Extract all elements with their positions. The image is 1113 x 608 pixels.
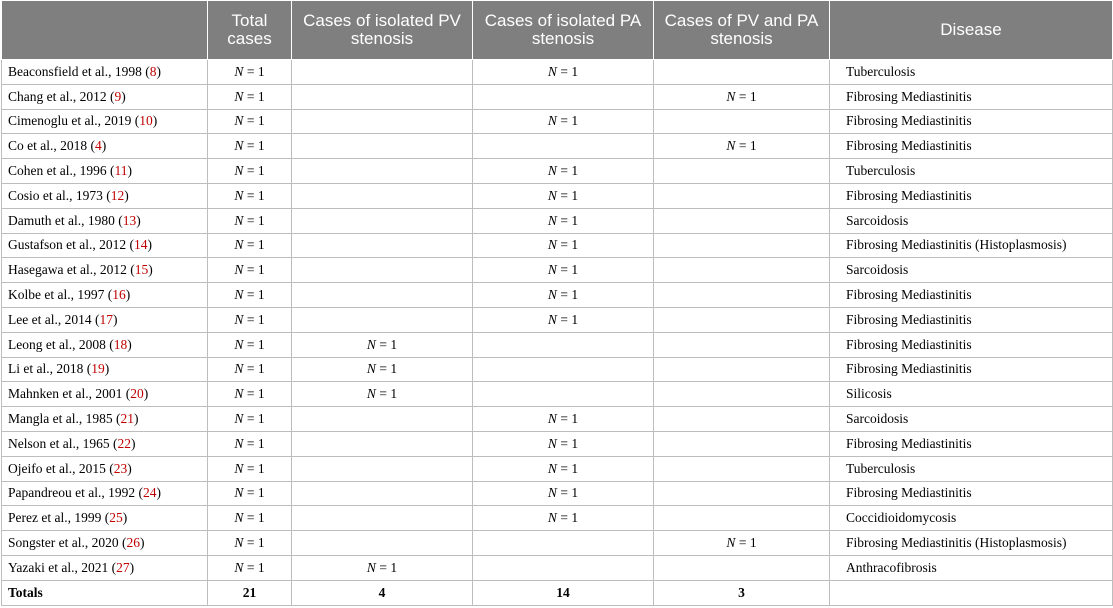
n-symbol: N xyxy=(726,138,736,154)
study-cell: Kolbe et al., 1997 (16) xyxy=(2,283,208,308)
study-cell: Hasegawa et al., 2012 (15) xyxy=(2,258,208,283)
count-value: 1 xyxy=(571,435,579,451)
isolated-pv-cell xyxy=(292,407,473,432)
count-value: 1 xyxy=(571,460,579,476)
study-cell: Damuth et al., 1980 (13) xyxy=(2,208,208,233)
isolated-pa-cell: N = 1 xyxy=(473,307,654,332)
isolated-pv-cell xyxy=(292,456,473,481)
count-value: 1 xyxy=(257,460,265,476)
pv-and-pa-cell xyxy=(654,357,830,382)
study-author: Beaconsfield et al., 1998 xyxy=(8,63,142,79)
count-value: 1 xyxy=(257,63,265,79)
isolated-pa-cell xyxy=(473,357,654,382)
count-value: 1 xyxy=(257,435,265,451)
isolated-pv-cell xyxy=(292,431,473,456)
isolated-pa-cell: N = 1 xyxy=(473,258,654,283)
study-author: Ojeifo et al., 2015 xyxy=(8,460,106,476)
n-symbol: N xyxy=(366,386,376,402)
reference-link[interactable]: 12 xyxy=(110,187,125,203)
disease-cell: Sarcoidosis xyxy=(830,258,1113,283)
totals-row xyxy=(2,580,1113,605)
table-row xyxy=(2,332,1113,357)
pv-and-pa-cell xyxy=(654,506,830,531)
count-value: 1 xyxy=(257,386,265,402)
table-body xyxy=(2,60,1113,606)
study-author: Mahnken et al., 2001 xyxy=(8,386,123,402)
disease-cell: Tuberculosis xyxy=(830,60,1113,85)
total-cases-cell: N = 1 xyxy=(208,431,292,456)
n-symbol: N xyxy=(547,63,557,79)
study-cell: Mangla et al., 1985 (21) xyxy=(2,407,208,432)
disease-cell: Fibrosing Mediastinitis (Histoplasmosis) xyxy=(830,233,1113,258)
disease-cell: Fibrosing Mediastinitis xyxy=(830,431,1113,456)
pv-and-pa-cell xyxy=(654,60,830,85)
count-value: 1 xyxy=(257,535,265,551)
reference-link[interactable]: 21 xyxy=(120,411,134,427)
disease-cell: Fibrosing Mediastinitis xyxy=(830,109,1113,134)
count-value: 1 xyxy=(749,138,757,154)
isolated-pv-cell xyxy=(292,233,473,258)
n-symbol: N xyxy=(234,187,244,203)
disease-cell: Fibrosing Mediastinitis (Histoplasmosis) xyxy=(830,531,1113,556)
table-row xyxy=(2,84,1113,109)
n-symbol: N xyxy=(547,187,557,203)
total-cases-cell: N = 1 xyxy=(208,332,292,357)
isolated-pa-cell xyxy=(473,531,654,556)
pv-and-pa-cell xyxy=(654,481,830,506)
isolated-pv-cell: N = 1 xyxy=(292,382,473,407)
pv-and-pa-cell: N = 1 xyxy=(654,531,830,556)
isolated-pa-cell xyxy=(473,84,654,109)
n-symbol: N xyxy=(234,535,244,551)
table-row xyxy=(2,208,1113,233)
reference-link[interactable]: 24 xyxy=(142,485,157,501)
isolated-pa-cell: N = 1 xyxy=(473,506,654,531)
n-symbol: N xyxy=(366,559,376,575)
pv-and-pa-cell xyxy=(654,332,830,357)
isolated-pa-cell: N = 1 xyxy=(473,60,654,85)
total-cases-cell: N = 1 xyxy=(208,407,292,432)
reference-link[interactable]: 20 xyxy=(130,386,144,402)
study-cell: Nelson et al., 1965 (22) xyxy=(2,431,208,456)
study-cell: Cosio et al., 1973 (12) xyxy=(2,183,208,208)
n-symbol: N xyxy=(234,237,244,253)
total-cases-cell: N = 1 xyxy=(208,60,292,85)
reference-link[interactable]: 11 xyxy=(114,163,128,179)
n-symbol: N xyxy=(234,262,244,278)
table-row xyxy=(2,258,1113,283)
reference-link[interactable]: 18 xyxy=(113,336,128,352)
totals-disease xyxy=(830,580,1113,605)
reference-link[interactable]: 8 xyxy=(149,63,157,79)
study-author: Damuth et al., 1980 xyxy=(8,212,115,228)
count-value: 1 xyxy=(257,113,265,129)
study-cell: Leong et al., 2008 (18) xyxy=(2,332,208,357)
table-row xyxy=(2,307,1113,332)
isolated-pv-cell: N = 1 xyxy=(292,357,473,382)
reference-link[interactable]: 22 xyxy=(117,435,131,451)
n-symbol: N xyxy=(234,559,244,575)
n-symbol: N xyxy=(547,435,557,451)
study-cell: Mahnken et al., 2001 (20) xyxy=(2,382,208,407)
study-cell: Gustafson et al., 2012 (14) xyxy=(2,233,208,258)
count-value: 1 xyxy=(571,411,579,427)
reference-link[interactable]: 15 xyxy=(134,262,149,278)
isolated-pv-cell xyxy=(292,84,473,109)
disease-cell: Fibrosing Mediastinitis xyxy=(830,307,1113,332)
study-author: Perez et al., 1999 xyxy=(8,510,102,526)
total-cases-cell: N = 1 xyxy=(208,183,292,208)
header-row xyxy=(2,1,1113,60)
isolated-pa-cell xyxy=(473,555,654,580)
table-row xyxy=(2,60,1113,85)
reference-link[interactable]: 23 xyxy=(113,460,128,476)
n-symbol: N xyxy=(547,311,557,327)
disease-cell: Coccidioidomycosis xyxy=(830,506,1113,531)
study-cell: Cohen et al., 1996 (11) xyxy=(2,159,208,184)
n-symbol: N xyxy=(234,460,244,476)
reference-link[interactable]: 17 xyxy=(99,311,113,327)
isolated-pa-cell: N = 1 xyxy=(473,208,654,233)
count-value: 1 xyxy=(257,187,265,203)
count-value: 1 xyxy=(257,237,265,253)
table-row xyxy=(2,134,1113,159)
n-symbol: N xyxy=(547,460,557,476)
count-value: 1 xyxy=(571,485,579,501)
total-cases-cell: N = 1 xyxy=(208,109,292,134)
reference-link[interactable]: 25 xyxy=(109,510,123,526)
table-row xyxy=(2,456,1113,481)
study-author: Nelson et al., 1965 xyxy=(8,435,110,451)
reference-link[interactable]: 19 xyxy=(91,361,105,377)
isolated-pv-cell xyxy=(292,283,473,308)
count-value: 1 xyxy=(257,510,265,526)
totals-total: 21 xyxy=(208,580,292,605)
n-symbol: N xyxy=(234,435,244,451)
n-symbol: N xyxy=(547,163,557,179)
disease-cell: Fibrosing Mediastinitis xyxy=(830,481,1113,506)
count-value: 1 xyxy=(571,212,579,228)
total-cases-cell: N = 1 xyxy=(208,84,292,109)
reference-link[interactable]: 13 xyxy=(122,212,137,228)
n-symbol: N xyxy=(366,336,376,352)
table-row xyxy=(2,233,1113,258)
isolated-pa-cell: N = 1 xyxy=(473,407,654,432)
total-cases-cell: N = 1 xyxy=(208,159,292,184)
isolated-pa-cell xyxy=(473,134,654,159)
disease-cell: Sarcoidosis xyxy=(830,407,1113,432)
reference-link[interactable]: 9 xyxy=(114,88,122,104)
pv-and-pa-cell xyxy=(654,159,830,184)
n-symbol: N xyxy=(547,411,557,427)
n-symbol: N xyxy=(547,262,557,278)
n-symbol: N xyxy=(234,138,244,154)
count-value: 1 xyxy=(390,559,398,575)
pv-and-pa-cell xyxy=(654,109,830,134)
disease-cell: Tuberculosis xyxy=(830,456,1113,481)
n-symbol: N xyxy=(234,336,244,352)
total-cases-cell: N = 1 xyxy=(208,506,292,531)
study-author: Gustafson et al., 2012 xyxy=(8,237,127,253)
reference-link[interactable]: 26 xyxy=(126,535,140,551)
total-cases-cell: N = 1 xyxy=(208,481,292,506)
study-author: Cimenoglu et al., 2019 xyxy=(8,113,132,129)
study-cell: Songster et al., 2020 (26) xyxy=(2,531,208,556)
pv-and-pa-cell xyxy=(654,431,830,456)
study-cell: Ojeifo et al., 2015 (23) xyxy=(2,456,208,481)
reference-link[interactable]: 10 xyxy=(139,113,153,129)
header-isolated-pv: Cases of isolated PV stenosis xyxy=(292,1,473,60)
isolated-pv-cell xyxy=(292,109,473,134)
total-cases-cell: N = 1 xyxy=(208,456,292,481)
disease-cell: Fibrosing Mediastinitis xyxy=(830,84,1113,109)
table-row xyxy=(2,506,1113,531)
isolated-pv-cell xyxy=(292,506,473,531)
case-summary-table xyxy=(1,0,1113,606)
n-symbol: N xyxy=(234,88,244,104)
totals-both: 3 xyxy=(654,580,830,605)
table-row xyxy=(2,382,1113,407)
study-cell: Li et al., 2018 (19) xyxy=(2,357,208,382)
n-symbol: N xyxy=(234,113,244,129)
count-value: 1 xyxy=(257,212,265,228)
total-cases-cell: N = 1 xyxy=(208,531,292,556)
total-cases-cell: N = 1 xyxy=(208,258,292,283)
study-cell: Lee et al., 2014 (17) xyxy=(2,307,208,332)
study-author: Li et al., 2018 xyxy=(8,361,84,377)
isolated-pv-cell xyxy=(292,159,473,184)
disease-cell: Fibrosing Mediastinitis xyxy=(830,357,1113,382)
count-value: 1 xyxy=(257,336,265,352)
pv-and-pa-cell xyxy=(654,233,830,258)
isolated-pa-cell: N = 1 xyxy=(473,431,654,456)
count-value: 1 xyxy=(571,187,579,203)
total-cases-cell: N = 1 xyxy=(208,233,292,258)
isolated-pa-cell: N = 1 xyxy=(473,456,654,481)
header-disease: Disease xyxy=(830,1,1113,60)
count-value: 1 xyxy=(257,88,265,104)
total-cases-cell: N = 1 xyxy=(208,382,292,407)
count-value: 1 xyxy=(257,411,265,427)
count-value: 1 xyxy=(257,361,265,377)
isolated-pa-cell: N = 1 xyxy=(473,183,654,208)
disease-cell: Fibrosing Mediastinitis xyxy=(830,134,1113,159)
disease-cell: Silicosis xyxy=(830,382,1113,407)
n-symbol: N xyxy=(547,287,557,303)
n-symbol: N xyxy=(547,113,557,129)
isolated-pv-cell xyxy=(292,60,473,85)
table-row xyxy=(2,531,1113,556)
isolated-pv-cell: N = 1 xyxy=(292,555,473,580)
total-cases-cell: N = 1 xyxy=(208,307,292,332)
header-total-cases: Total cases xyxy=(208,1,292,60)
study-author: Cosio et al., 1973 xyxy=(8,187,103,203)
study-author: Yazaki et al., 2021 xyxy=(8,559,109,575)
table-row xyxy=(2,431,1113,456)
count-value: 1 xyxy=(571,510,579,526)
n-symbol: N xyxy=(234,63,244,79)
isolated-pa-cell xyxy=(473,332,654,357)
count-value: 1 xyxy=(257,163,265,179)
n-symbol: N xyxy=(726,535,736,551)
count-value: 1 xyxy=(571,163,579,179)
count-value: 1 xyxy=(571,287,579,303)
count-value: 1 xyxy=(390,386,398,402)
n-symbol: N xyxy=(234,361,244,377)
table-row xyxy=(2,183,1113,208)
table-row xyxy=(2,555,1113,580)
isolated-pa-cell: N = 1 xyxy=(473,283,654,308)
header-isolated-pa: Cases of isolated PA stenosis xyxy=(473,1,654,60)
count-value: 1 xyxy=(390,361,398,377)
count-value: 1 xyxy=(257,311,265,327)
isolated-pv-cell xyxy=(292,258,473,283)
table-row xyxy=(2,481,1113,506)
study-cell: Yazaki et al., 2021 (27) xyxy=(2,555,208,580)
total-cases-cell: N = 1 xyxy=(208,134,292,159)
reference-link[interactable]: 14 xyxy=(133,237,148,253)
pv-and-pa-cell xyxy=(654,183,830,208)
pv-and-pa-cell xyxy=(654,258,830,283)
n-symbol: N xyxy=(234,386,244,402)
header-study xyxy=(2,1,208,60)
disease-cell: Anthracofibrosis xyxy=(830,555,1113,580)
pv-and-pa-cell xyxy=(654,283,830,308)
count-value: 1 xyxy=(571,262,579,278)
table-header xyxy=(2,1,1113,60)
count-value: 1 xyxy=(571,237,579,253)
count-value: 1 xyxy=(257,262,265,278)
count-value: 1 xyxy=(257,138,265,154)
isolated-pv-cell xyxy=(292,183,473,208)
study-cell: Perez et al., 1999 (25) xyxy=(2,506,208,531)
header-pv-and-pa: Cases of PV and PA stenosis xyxy=(654,1,830,60)
isolated-pa-cell xyxy=(473,382,654,407)
n-symbol: N xyxy=(234,411,244,427)
pv-and-pa-cell xyxy=(654,555,830,580)
reference-link[interactable]: 27 xyxy=(116,559,130,575)
disease-cell: Fibrosing Mediastinitis xyxy=(830,283,1113,308)
disease-cell: Tuberculosis xyxy=(830,159,1113,184)
study-author: Songster et al., 2020 xyxy=(8,535,119,551)
n-symbol: N xyxy=(234,510,244,526)
study-cell: Co et al., 2018 (4) xyxy=(2,134,208,159)
reference-link[interactable]: 16 xyxy=(112,287,126,303)
count-value: 1 xyxy=(571,113,579,129)
count-value: 1 xyxy=(257,287,265,303)
table-row xyxy=(2,357,1113,382)
study-cell: Beaconsfield et al., 1998 (8) xyxy=(2,60,208,85)
n-symbol: N xyxy=(234,485,244,501)
n-symbol: N xyxy=(547,510,557,526)
study-cell: Papandreou et al., 1992 (24) xyxy=(2,481,208,506)
study-author: Leong et al., 2008 xyxy=(8,336,106,352)
pv-and-pa-cell xyxy=(654,307,830,332)
n-symbol: N xyxy=(547,212,557,228)
table-row xyxy=(2,283,1113,308)
totals-label: Totals xyxy=(2,580,208,605)
count-value: 1 xyxy=(571,63,579,79)
pv-and-pa-cell xyxy=(654,456,830,481)
study-author: Chang et al., 2012 xyxy=(8,88,107,104)
study-cell: Cimenoglu et al., 2019 (10) xyxy=(2,109,208,134)
n-symbol: N xyxy=(366,361,376,377)
isolated-pa-cell: N = 1 xyxy=(473,233,654,258)
isolated-pv-cell xyxy=(292,208,473,233)
n-symbol: N xyxy=(726,88,736,104)
isolated-pa-cell: N = 1 xyxy=(473,481,654,506)
n-symbol: N xyxy=(234,212,244,228)
pv-and-pa-cell xyxy=(654,208,830,233)
pv-and-pa-cell xyxy=(654,382,830,407)
study-author: Co et al., 2018 xyxy=(8,138,88,154)
n-symbol: N xyxy=(234,287,244,303)
count-value: 1 xyxy=(749,535,757,551)
study-author: Lee et al., 2014 xyxy=(8,311,92,327)
isolated-pv-cell xyxy=(292,481,473,506)
table-row xyxy=(2,159,1113,184)
total-cases-cell: N = 1 xyxy=(208,283,292,308)
totals-pa: 14 xyxy=(473,580,654,605)
study-author: Papandreou et al., 1992 xyxy=(8,485,136,501)
n-symbol: N xyxy=(547,485,557,501)
pv-and-pa-cell xyxy=(654,407,830,432)
isolated-pv-cell: N = 1 xyxy=(292,332,473,357)
study-cell: Chang et al., 2012 (9) xyxy=(2,84,208,109)
pv-and-pa-cell: N = 1 xyxy=(654,134,830,159)
isolated-pv-cell xyxy=(292,531,473,556)
count-value: 1 xyxy=(749,88,757,104)
isolated-pv-cell xyxy=(292,134,473,159)
count-value: 1 xyxy=(390,336,398,352)
n-symbol: N xyxy=(234,311,244,327)
study-author: Cohen et al., 1996 xyxy=(8,163,107,179)
count-value: 1 xyxy=(571,311,579,327)
study-author: Hasegawa et al., 2012 xyxy=(8,262,127,278)
n-symbol: N xyxy=(234,163,244,179)
n-symbol: N xyxy=(547,237,557,253)
disease-cell: Fibrosing Mediastinitis xyxy=(830,332,1113,357)
total-cases-cell: N = 1 xyxy=(208,357,292,382)
table-row xyxy=(2,407,1113,432)
study-author: Mangla et al., 1985 xyxy=(8,411,113,427)
total-cases-cell: N = 1 xyxy=(208,208,292,233)
study-author: Kolbe et al., 1997 xyxy=(8,287,105,303)
reference-link[interactable]: 4 xyxy=(95,138,102,154)
totals-pv: 4 xyxy=(292,580,473,605)
isolated-pa-cell: N = 1 xyxy=(473,159,654,184)
isolated-pa-cell: N = 1 xyxy=(473,109,654,134)
disease-cell: Fibrosing Mediastinitis xyxy=(830,183,1113,208)
isolated-pv-cell xyxy=(292,307,473,332)
count-value: 1 xyxy=(257,485,265,501)
count-value: 1 xyxy=(257,559,265,575)
total-cases-cell: N = 1 xyxy=(208,555,292,580)
table-row xyxy=(2,109,1113,134)
pv-and-pa-cell: N = 1 xyxy=(654,84,830,109)
disease-cell: Sarcoidosis xyxy=(830,208,1113,233)
